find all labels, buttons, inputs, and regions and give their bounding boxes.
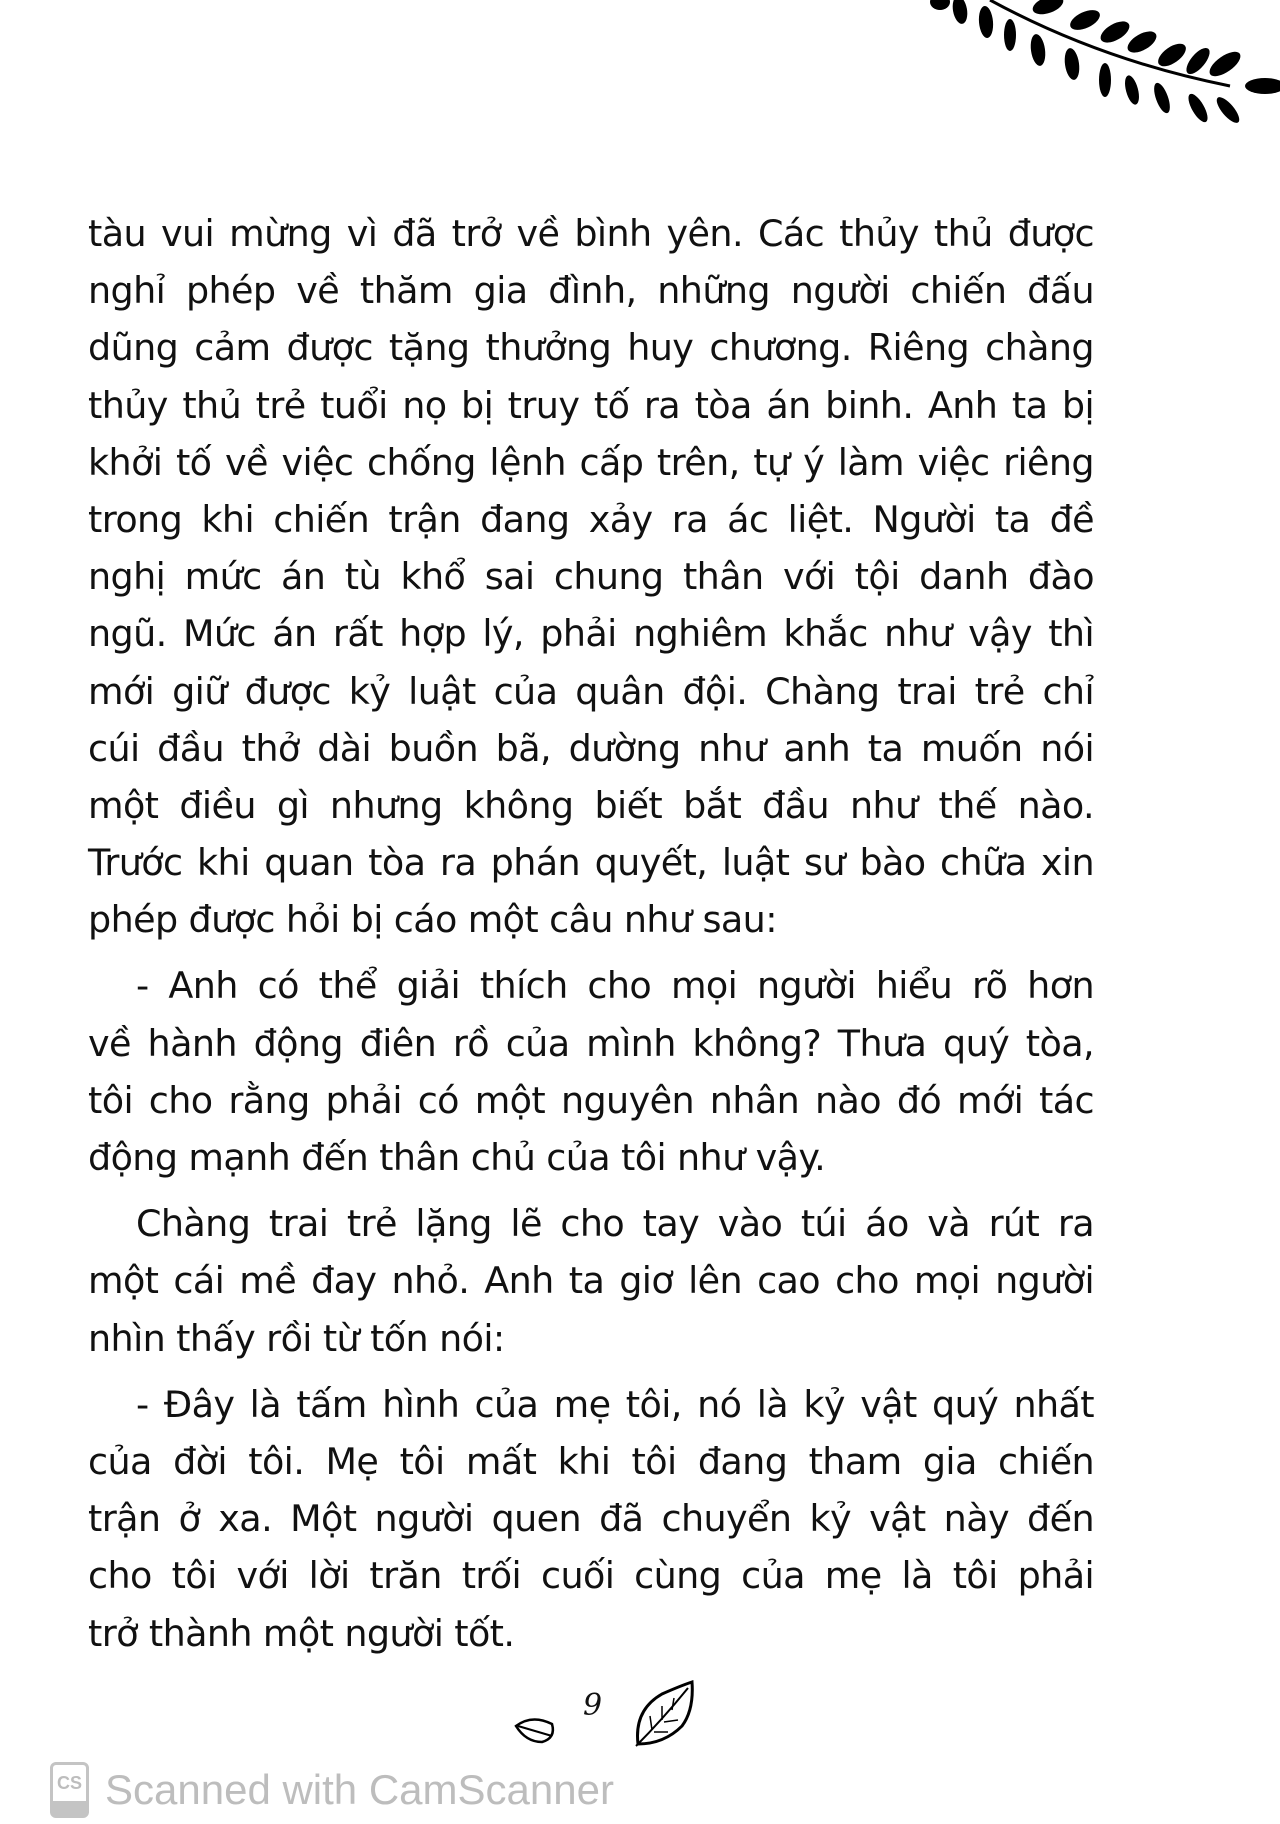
text-line: ngũ. Mức án rất hợp lý, phải nghiêm khắc như vậy thì: [88, 612, 1094, 656]
text-line: trong khi chiến trận đang xảy ra ác liệt. Người ta đề: [88, 497, 1094, 541]
text-line: - Anh có thể giải thích cho mọi người hiểu rõ hơn: [136, 964, 1094, 1008]
text-line: một cái mề đay nhỏ. Anh ta giơ lên cao cho mọi người: [88, 1259, 1094, 1303]
text-line: tôi cho rằng phải có một nguyên nhân nào đó mới tác: [88, 1078, 1094, 1122]
text-line: nhìn thấy rồi từ tốn nói:: [88, 1316, 505, 1360]
text-line: động mạnh đến thân chủ của tôi như vậy.: [88, 1136, 826, 1179]
leaf-branch-ornament-icon: [880, 0, 1280, 140]
paragraph: [88, 1376, 1094, 1662]
text-line: một điều gì nhưng không biết bắt đầu như thế nào.: [88, 783, 1094, 827]
text-line: khởi tố về việc chống lệnh cấp trên, tự ý làm việc riêng: [88, 440, 1094, 484]
text-line: trận ở xa. Một người quen đã chuyển kỷ vật này đến: [88, 1497, 1094, 1541]
text-line: tàu vui mừng vì đã trở về bình yên. Các thủy thủ được: [88, 212, 1094, 255]
text-line: nghị mức án tù khổ sai chung thân với tội danh đào: [88, 555, 1094, 599]
page-number: 9: [583, 1688, 603, 1723]
text-line: cúi đầu thở dài buồn bã, dường như anh ta muốn nói: [88, 726, 1094, 770]
camscanner-logo-icon: CS: [50, 1762, 89, 1818]
text-line: phép được hỏi bị cáo một câu như sau:: [88, 898, 777, 942]
body-text: [88, 205, 1094, 1671]
text-line: về hành động điên rồ của mình không? Thưa quý tòa,: [88, 1021, 1094, 1065]
small-leaf-icon: [512, 1712, 562, 1748]
paragraph: [88, 957, 1094, 1186]
text-line: của đời tôi. Mẹ tôi mất khi tôi đang tham gia chiến: [88, 1439, 1094, 1483]
text-line: Chàng trai trẻ lặng lẽ cho tay vào túi áo và rút ra: [136, 1202, 1094, 1246]
text-line: dũng cảm được tặng thưởng huy chương. Riêng chàng: [88, 326, 1094, 370]
text-line: mới giữ được kỷ luật của quân đội. Chàng trai trẻ chỉ: [88, 669, 1094, 713]
camscanner-watermark: [50, 1762, 614, 1818]
paragraph: [88, 205, 1094, 948]
text-line: - Đây là tấm hình của mẹ tôi, nó là kỷ vật quý nhất: [136, 1382, 1094, 1426]
text-line: Trước khi quan tòa ra phán quyết, luật sư bào chữa xin: [88, 841, 1094, 885]
paragraph: [88, 1195, 1094, 1367]
text-line: trở thành một người tốt.: [88, 1611, 515, 1655]
text-line: nghỉ phép về thăm gia đình, những người chiến đấu: [88, 269, 1094, 313]
watermark-text: Scanned with CamScanner: [105, 1766, 614, 1813]
text-line: thủy thủ trẻ tuổi nọ bị truy tố ra tòa án binh. Anh ta bị: [88, 383, 1094, 427]
text-line: cho tôi với lời trăn trối cuối cùng của mẹ là tôi phải: [88, 1554, 1094, 1598]
leaf-icon: [632, 1680, 696, 1750]
